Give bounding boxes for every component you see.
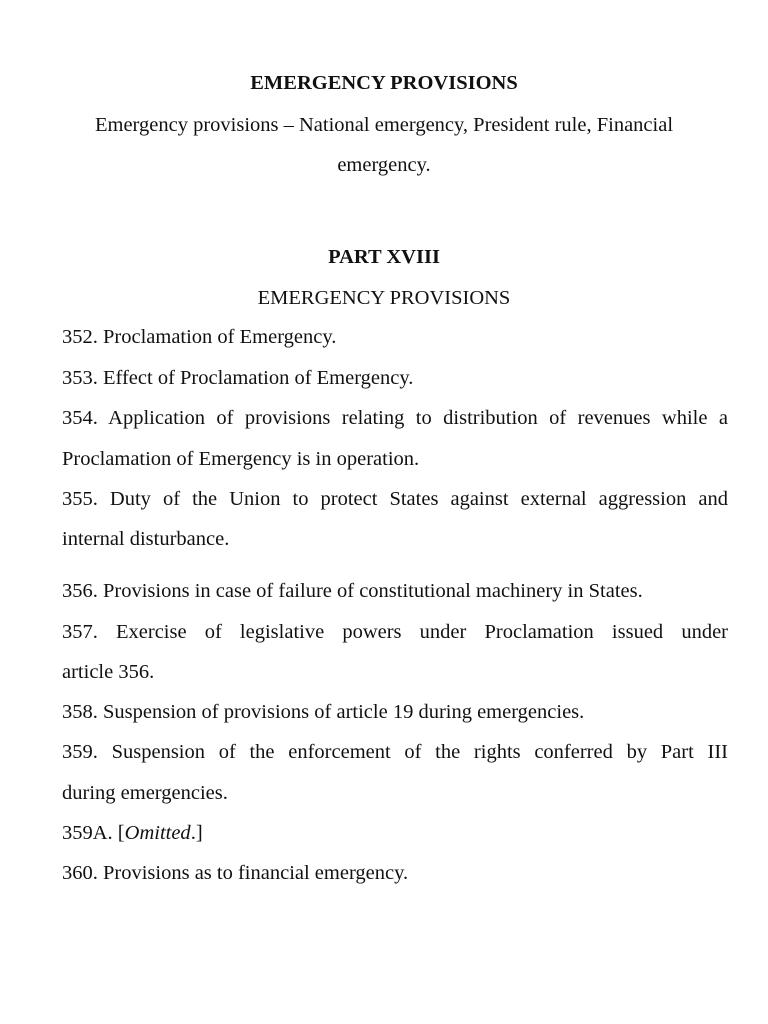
intro-line-1: Emergency provisions – National emergency, President rule, Financial xyxy=(94,114,674,136)
part-subtitle: EMERGENCY PROVISIONS xyxy=(257,287,511,309)
article-359a-omitted: Omitted xyxy=(124,822,191,844)
article-360: 360. Provisions as to financial emergency. xyxy=(62,862,409,884)
article-353: 353. Effect of Proclamation of Emergency. xyxy=(62,367,414,389)
article-355-line-1: 355. Duty of the Union to protect States against external aggression and xyxy=(62,488,728,510)
article-354-line-2: Proclamation of Emergency is in operation. xyxy=(62,448,420,470)
article-357-line-2: article 356. xyxy=(62,661,155,683)
intro-line-2: emergency. xyxy=(337,154,431,176)
document-heading: EMERGENCY PROVISIONS xyxy=(250,72,518,94)
article-355-line-2: internal disturbance. xyxy=(62,528,230,550)
article-356: 356. Provisions in case of failure of constitutional machinery in States. xyxy=(62,580,643,602)
article-352: 352. Proclamation of Emergency. xyxy=(62,326,337,348)
part-title: PART XVIII xyxy=(328,246,440,268)
article-359-line-1: 359. Suspension of the enforcement of the rights conferred by Part III xyxy=(62,741,728,763)
article-354-line-1: 354. Application of provisions relating to distribution of revenues while a xyxy=(62,407,728,429)
article-358: 358. Suspension of provisions of article 19 during emergencies. xyxy=(62,701,585,723)
article-359a-prefix: 359A. [ xyxy=(62,822,125,844)
article-359-line-2: during emergencies. xyxy=(62,782,228,804)
article-359a xyxy=(62,821,728,845)
article-357-line-1: 357. Exercise of legislative powers under Proclamation issued under xyxy=(62,621,728,643)
article-359a-suffix: .] xyxy=(190,822,203,844)
